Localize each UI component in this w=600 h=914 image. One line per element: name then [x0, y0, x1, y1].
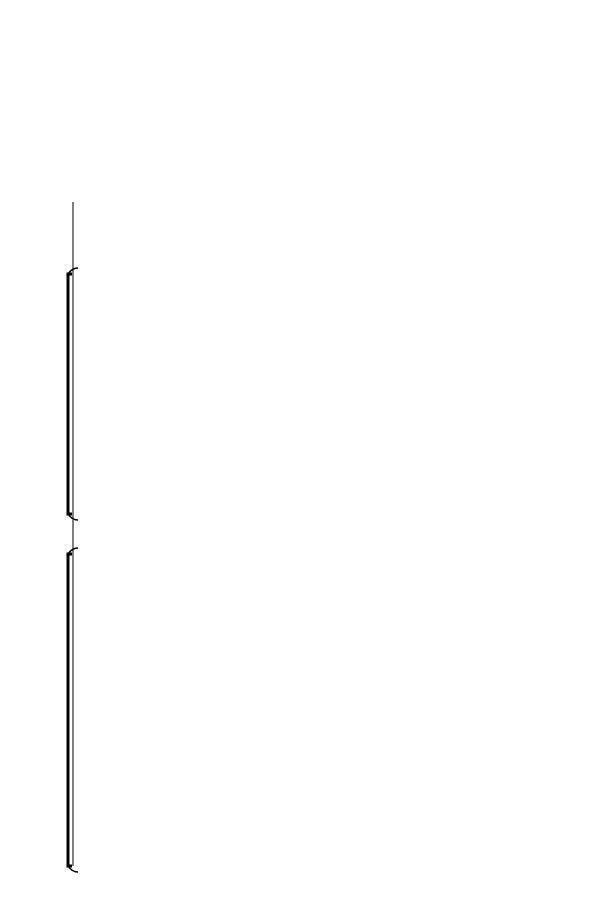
- solo-bracket: [68, 274, 72, 514]
- ensemble-bracket: [68, 554, 72, 866]
